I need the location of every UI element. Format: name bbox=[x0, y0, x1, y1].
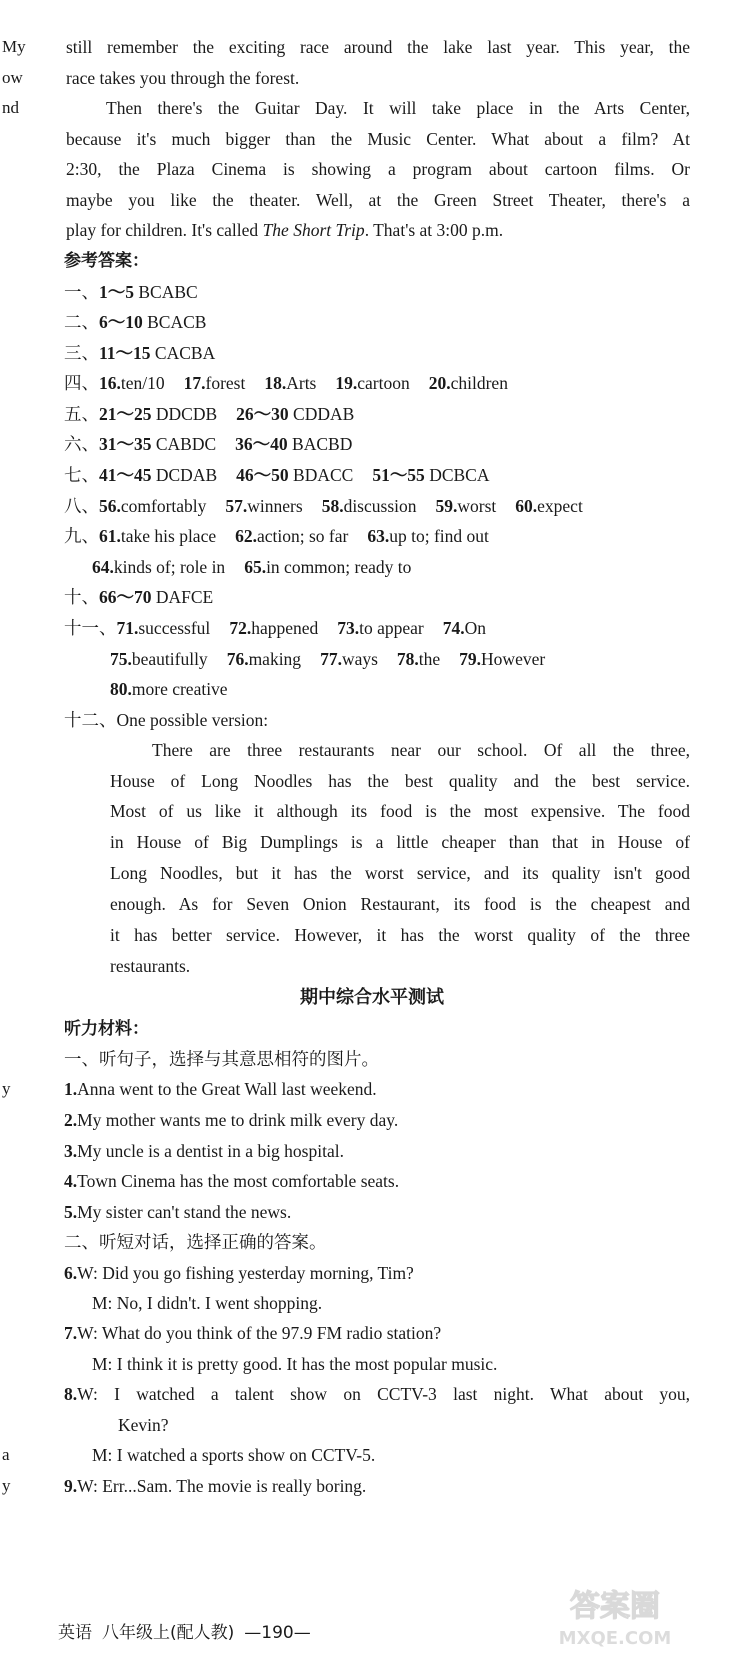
dialogue-w: W: What do you think of the 97.9 FM radio station? bbox=[77, 1323, 442, 1343]
item-answer: discussion bbox=[343, 496, 417, 516]
answer-item bbox=[322, 495, 417, 517]
section-label: 十、 bbox=[64, 587, 99, 607]
section-label: 九、 bbox=[64, 526, 99, 546]
item-number: 56. bbox=[99, 496, 121, 516]
listening-part-2: 二、听短对话，选择正确的答案。 bbox=[64, 1232, 327, 1252]
item-answer: BCABC bbox=[134, 282, 198, 302]
section-label: 七、 bbox=[64, 465, 99, 485]
item-answer: DAFCE bbox=[151, 587, 214, 607]
item-answer: On bbox=[464, 618, 487, 638]
item-answer: children bbox=[450, 373, 508, 393]
item-number: 5. bbox=[64, 1202, 78, 1222]
item-answer: in common; ready to bbox=[266, 557, 412, 577]
item-number: 73. bbox=[337, 618, 360, 638]
item-answer: DCBCA bbox=[424, 465, 490, 485]
item-answer: expect bbox=[537, 496, 583, 516]
footer-subject: 英语 bbox=[58, 1623, 92, 1643]
item-answer: happened bbox=[251, 618, 319, 638]
answer-section-11-cont bbox=[110, 648, 545, 670]
section-label: 八、 bbox=[64, 496, 99, 516]
essay-line: in House of Big Dumplings is a little cheaper than that in House of bbox=[110, 832, 690, 852]
dialogue-line bbox=[64, 1262, 414, 1284]
item-answer: DDCDB bbox=[151, 404, 218, 424]
item-number: 17. bbox=[183, 373, 206, 393]
page-number: —190— bbox=[244, 1623, 311, 1643]
answer-section-9 bbox=[64, 525, 489, 547]
dialogue-m: M: No, I didn't. I went shopping. bbox=[92, 1293, 323, 1313]
item-answer: action; so far bbox=[256, 526, 349, 546]
item-answer: BCACB bbox=[142, 312, 207, 332]
answer-section-6 bbox=[64, 433, 352, 455]
item-number: 4. bbox=[64, 1171, 78, 1191]
item-answer: cartoon bbox=[357, 373, 410, 393]
item-answer: BACBD bbox=[287, 434, 353, 454]
edge-fragment: a bbox=[2, 1445, 10, 1464]
item-number: 31～35 bbox=[99, 434, 152, 454]
answer-section-10 bbox=[64, 586, 213, 608]
essay-line: Most of us like it although its food is the most expensive. The food bbox=[110, 801, 690, 821]
passage-text: play for children. It's called bbox=[66, 220, 263, 240]
essay-line: There are three restaurants near our school. Of all the three, bbox=[152, 740, 690, 760]
essay-line: House of Long Noodles has the best quality and the best service. bbox=[110, 771, 690, 791]
answer-item bbox=[236, 403, 354, 425]
item-number: 77. bbox=[320, 649, 342, 669]
dialogue-w: W: I watched a talent show on CCTV-3 last night. What about you, bbox=[77, 1384, 690, 1404]
answer-item bbox=[235, 433, 352, 455]
passage-text: . That's at 3:00 p.m. bbox=[364, 220, 504, 240]
answer-item bbox=[515, 495, 583, 517]
watermark-logo bbox=[530, 1580, 700, 1650]
answer-item bbox=[264, 372, 316, 394]
item-answer: ways bbox=[341, 649, 378, 669]
footer-grade: 八年级上(配人教) bbox=[102, 1623, 235, 1643]
item-answer: beautifully bbox=[131, 649, 208, 669]
answer-item bbox=[99, 433, 216, 455]
item-answer: the bbox=[418, 649, 441, 669]
item-answer: more creative bbox=[131, 679, 228, 699]
section-label: 三、 bbox=[64, 343, 99, 363]
dialogue-line bbox=[64, 1475, 366, 1497]
item-answer: CABDC bbox=[151, 434, 217, 454]
dialogue-w: W: Did you go fishing yesterday morning, Tim? bbox=[77, 1263, 414, 1283]
item-number: 11～15 bbox=[99, 343, 151, 363]
item-number: 41～45 bbox=[99, 465, 152, 485]
answer-item bbox=[227, 648, 301, 670]
answer-item bbox=[372, 464, 489, 486]
answer-section-2 bbox=[64, 311, 206, 333]
answer-item bbox=[184, 372, 246, 394]
section-label: 五、 bbox=[64, 404, 99, 424]
listening-sentence bbox=[64, 1201, 291, 1223]
item-number: 78. bbox=[396, 649, 419, 669]
item-number: 20. bbox=[428, 373, 451, 393]
passage-line: maybe you like the theater. Well, at the Green Street Theater, there's a bbox=[66, 190, 690, 210]
dialogue-m: M: I think it is pretty good. It has the most popular music. bbox=[92, 1354, 498, 1374]
dialogue-m: M: I watched a sports show on CCTV-5. bbox=[92, 1445, 376, 1465]
passage-line: Then there's the Guitar Day. It will take place in the Arts Center, bbox=[106, 98, 690, 118]
answer-item bbox=[99, 525, 216, 547]
listening-heading: 听力材料： bbox=[64, 1019, 149, 1039]
section-label: 六、 bbox=[64, 434, 99, 454]
item-answer: making bbox=[248, 649, 302, 669]
item-number: 80. bbox=[110, 679, 132, 699]
listening-part-1: 一、听句子，选择与其意思相符的图片。 bbox=[64, 1049, 379, 1069]
answer-item bbox=[397, 648, 440, 670]
answer-item bbox=[443, 617, 486, 639]
essay-line: enough. As for Seven Onion Restaurant, its food is the cheapest and bbox=[110, 894, 690, 914]
edge-fragment: nd bbox=[2, 98, 19, 117]
section-label: 十二、 bbox=[64, 710, 117, 730]
item-number: 6～10 bbox=[99, 312, 143, 332]
answer-section-12 bbox=[64, 709, 268, 731]
dialogue-line bbox=[64, 1383, 690, 1405]
svg-text:MXQE.COM: MXQE.COM bbox=[558, 1628, 672, 1649]
passage-line: 2:30, the Plaza Cinema is showing a program about cartoon films. Or bbox=[66, 159, 690, 179]
answer-item bbox=[225, 495, 302, 517]
essay-line: Long Noodles, but it has the worst service, and its quality isn't good bbox=[110, 863, 690, 883]
essay-line: restaurants. bbox=[110, 956, 191, 976]
item-number: 51～55 bbox=[372, 465, 425, 485]
listening-sentence bbox=[64, 1078, 377, 1100]
answer-section-8 bbox=[64, 495, 583, 517]
edge-fragment: My bbox=[2, 37, 26, 56]
answers-heading: 参考答案： bbox=[64, 251, 149, 271]
item-number: 62. bbox=[235, 526, 257, 546]
section-label: 一、 bbox=[64, 282, 99, 302]
item-answer: ten/10 bbox=[120, 373, 165, 393]
answer-section-7 bbox=[64, 464, 489, 486]
section-label: 十一、 bbox=[64, 618, 117, 638]
listening-sentence bbox=[64, 1109, 398, 1131]
item-answer: However bbox=[481, 649, 546, 669]
item-number: 59. bbox=[435, 496, 458, 516]
item-number: 7. bbox=[64, 1323, 78, 1343]
answer-section-4 bbox=[64, 372, 508, 394]
sentence-text: My uncle is a dentist in a big hospital. bbox=[77, 1141, 344, 1161]
dialogue-w-cont: Kevin? bbox=[118, 1415, 169, 1435]
sentence-text: My sister can't stand the news. bbox=[77, 1202, 292, 1222]
answer-section-11 bbox=[64, 617, 486, 639]
item-number: 26～30 bbox=[236, 404, 289, 424]
item-number: 76. bbox=[226, 649, 249, 669]
item-number: 9. bbox=[64, 1476, 78, 1496]
item-answer: CDDAB bbox=[288, 404, 355, 424]
passage-line: still remember the exciting race around the lake last year. This year, the bbox=[66, 37, 690, 57]
item-number: 46～50 bbox=[236, 465, 289, 485]
item-answer: kinds of; role in bbox=[113, 557, 226, 577]
answer-item bbox=[320, 648, 378, 670]
edge-fragment: y bbox=[2, 1476, 11, 1495]
svg-text:答案圈: 答案圈 bbox=[570, 1589, 660, 1624]
item-number: 79. bbox=[459, 649, 482, 669]
answer-item bbox=[92, 556, 225, 578]
item-number: 36～40 bbox=[235, 434, 288, 454]
answer-section-5 bbox=[64, 403, 354, 425]
item-number: 3. bbox=[64, 1141, 78, 1161]
item-answer: Arts bbox=[286, 373, 317, 393]
dialogue-w: W: Err...Sam. The movie is really boring. bbox=[77, 1476, 367, 1496]
item-number: 6. bbox=[64, 1263, 78, 1283]
item-answer: take his place bbox=[120, 526, 217, 546]
answer-item bbox=[236, 464, 353, 486]
item-number: 1. bbox=[64, 1079, 78, 1099]
passage-line: race takes you through the forest. bbox=[66, 68, 300, 88]
item-answer: up to; find out bbox=[389, 526, 489, 546]
section-label: 四、 bbox=[64, 373, 99, 393]
answer-item bbox=[117, 617, 211, 639]
answer-item bbox=[367, 525, 489, 547]
item-answer: winners bbox=[247, 496, 303, 516]
play-title: The Short Trip bbox=[262, 220, 365, 240]
item-answer: to appear bbox=[359, 618, 424, 638]
passage-line: because it's much bigger than the Music Center. What about a film? At bbox=[66, 129, 690, 149]
item-number: 72. bbox=[229, 618, 252, 638]
sentence-text: Anna went to the Great Wall last weekend. bbox=[77, 1079, 377, 1099]
item-number: 18. bbox=[264, 373, 287, 393]
answer-item bbox=[99, 403, 217, 425]
answer-section-11-cont bbox=[110, 678, 228, 700]
item-number: 71. bbox=[116, 618, 139, 638]
answer-section-3 bbox=[64, 342, 215, 364]
edge-fragment: y bbox=[2, 1079, 11, 1098]
answer-item bbox=[99, 372, 165, 394]
answer-item bbox=[335, 372, 409, 394]
item-number: 16. bbox=[99, 373, 121, 393]
item-number: 65. bbox=[244, 557, 267, 577]
page-footer bbox=[58, 1622, 311, 1644]
item-number: 2. bbox=[64, 1110, 78, 1130]
item-number: 60. bbox=[515, 496, 538, 516]
item-number: 63. bbox=[367, 526, 390, 546]
edge-fragment: ow bbox=[2, 68, 23, 87]
answer-item bbox=[244, 556, 411, 578]
answer-item bbox=[99, 495, 206, 517]
answer-item bbox=[459, 648, 545, 670]
dialogue-line bbox=[64, 1322, 441, 1344]
item-answer: DCDAB bbox=[151, 465, 218, 485]
item-answer: forest bbox=[205, 373, 246, 393]
item-number: 19. bbox=[335, 373, 358, 393]
sentence-text: Town Cinema has the most comfortable seats. bbox=[77, 1171, 400, 1191]
item-answer: CACBA bbox=[150, 343, 216, 363]
answer-item bbox=[110, 648, 208, 670]
answer-section-9-cont bbox=[92, 556, 411, 578]
essay-intro: One possible version: bbox=[116, 710, 269, 730]
item-answer: successful bbox=[138, 618, 211, 638]
answer-item bbox=[337, 617, 424, 639]
item-number: 66～70 bbox=[99, 587, 152, 607]
item-number: 58. bbox=[321, 496, 344, 516]
section-label: 二、 bbox=[64, 312, 99, 332]
answer-item bbox=[235, 525, 348, 547]
midterm-title: 期中综合水平测试 bbox=[300, 987, 444, 1008]
passage-line bbox=[66, 219, 503, 241]
answer-item bbox=[429, 372, 508, 394]
answer-item bbox=[99, 464, 217, 486]
item-number: 8. bbox=[64, 1384, 78, 1404]
item-number: 1～5 bbox=[99, 282, 134, 302]
answer-item bbox=[229, 617, 318, 639]
essay-line: it has better service. However, it has the worst quality of the three bbox=[110, 925, 690, 945]
listening-sentence bbox=[64, 1170, 399, 1192]
answer-section-1 bbox=[64, 281, 198, 303]
item-number: 21～25 bbox=[99, 404, 152, 424]
item-number: 61. bbox=[99, 526, 121, 546]
item-number: 64. bbox=[92, 557, 114, 577]
sentence-text: My mother wants me to drink milk every day. bbox=[77, 1110, 399, 1130]
item-answer: BDACC bbox=[288, 465, 354, 485]
answer-item bbox=[436, 495, 497, 517]
item-number: 74. bbox=[442, 618, 465, 638]
listening-sentence bbox=[64, 1140, 344, 1162]
item-answer: comfortably bbox=[120, 496, 207, 516]
item-number: 57. bbox=[225, 496, 248, 516]
item-answer: worst bbox=[457, 496, 497, 516]
item-number: 75. bbox=[110, 649, 132, 669]
